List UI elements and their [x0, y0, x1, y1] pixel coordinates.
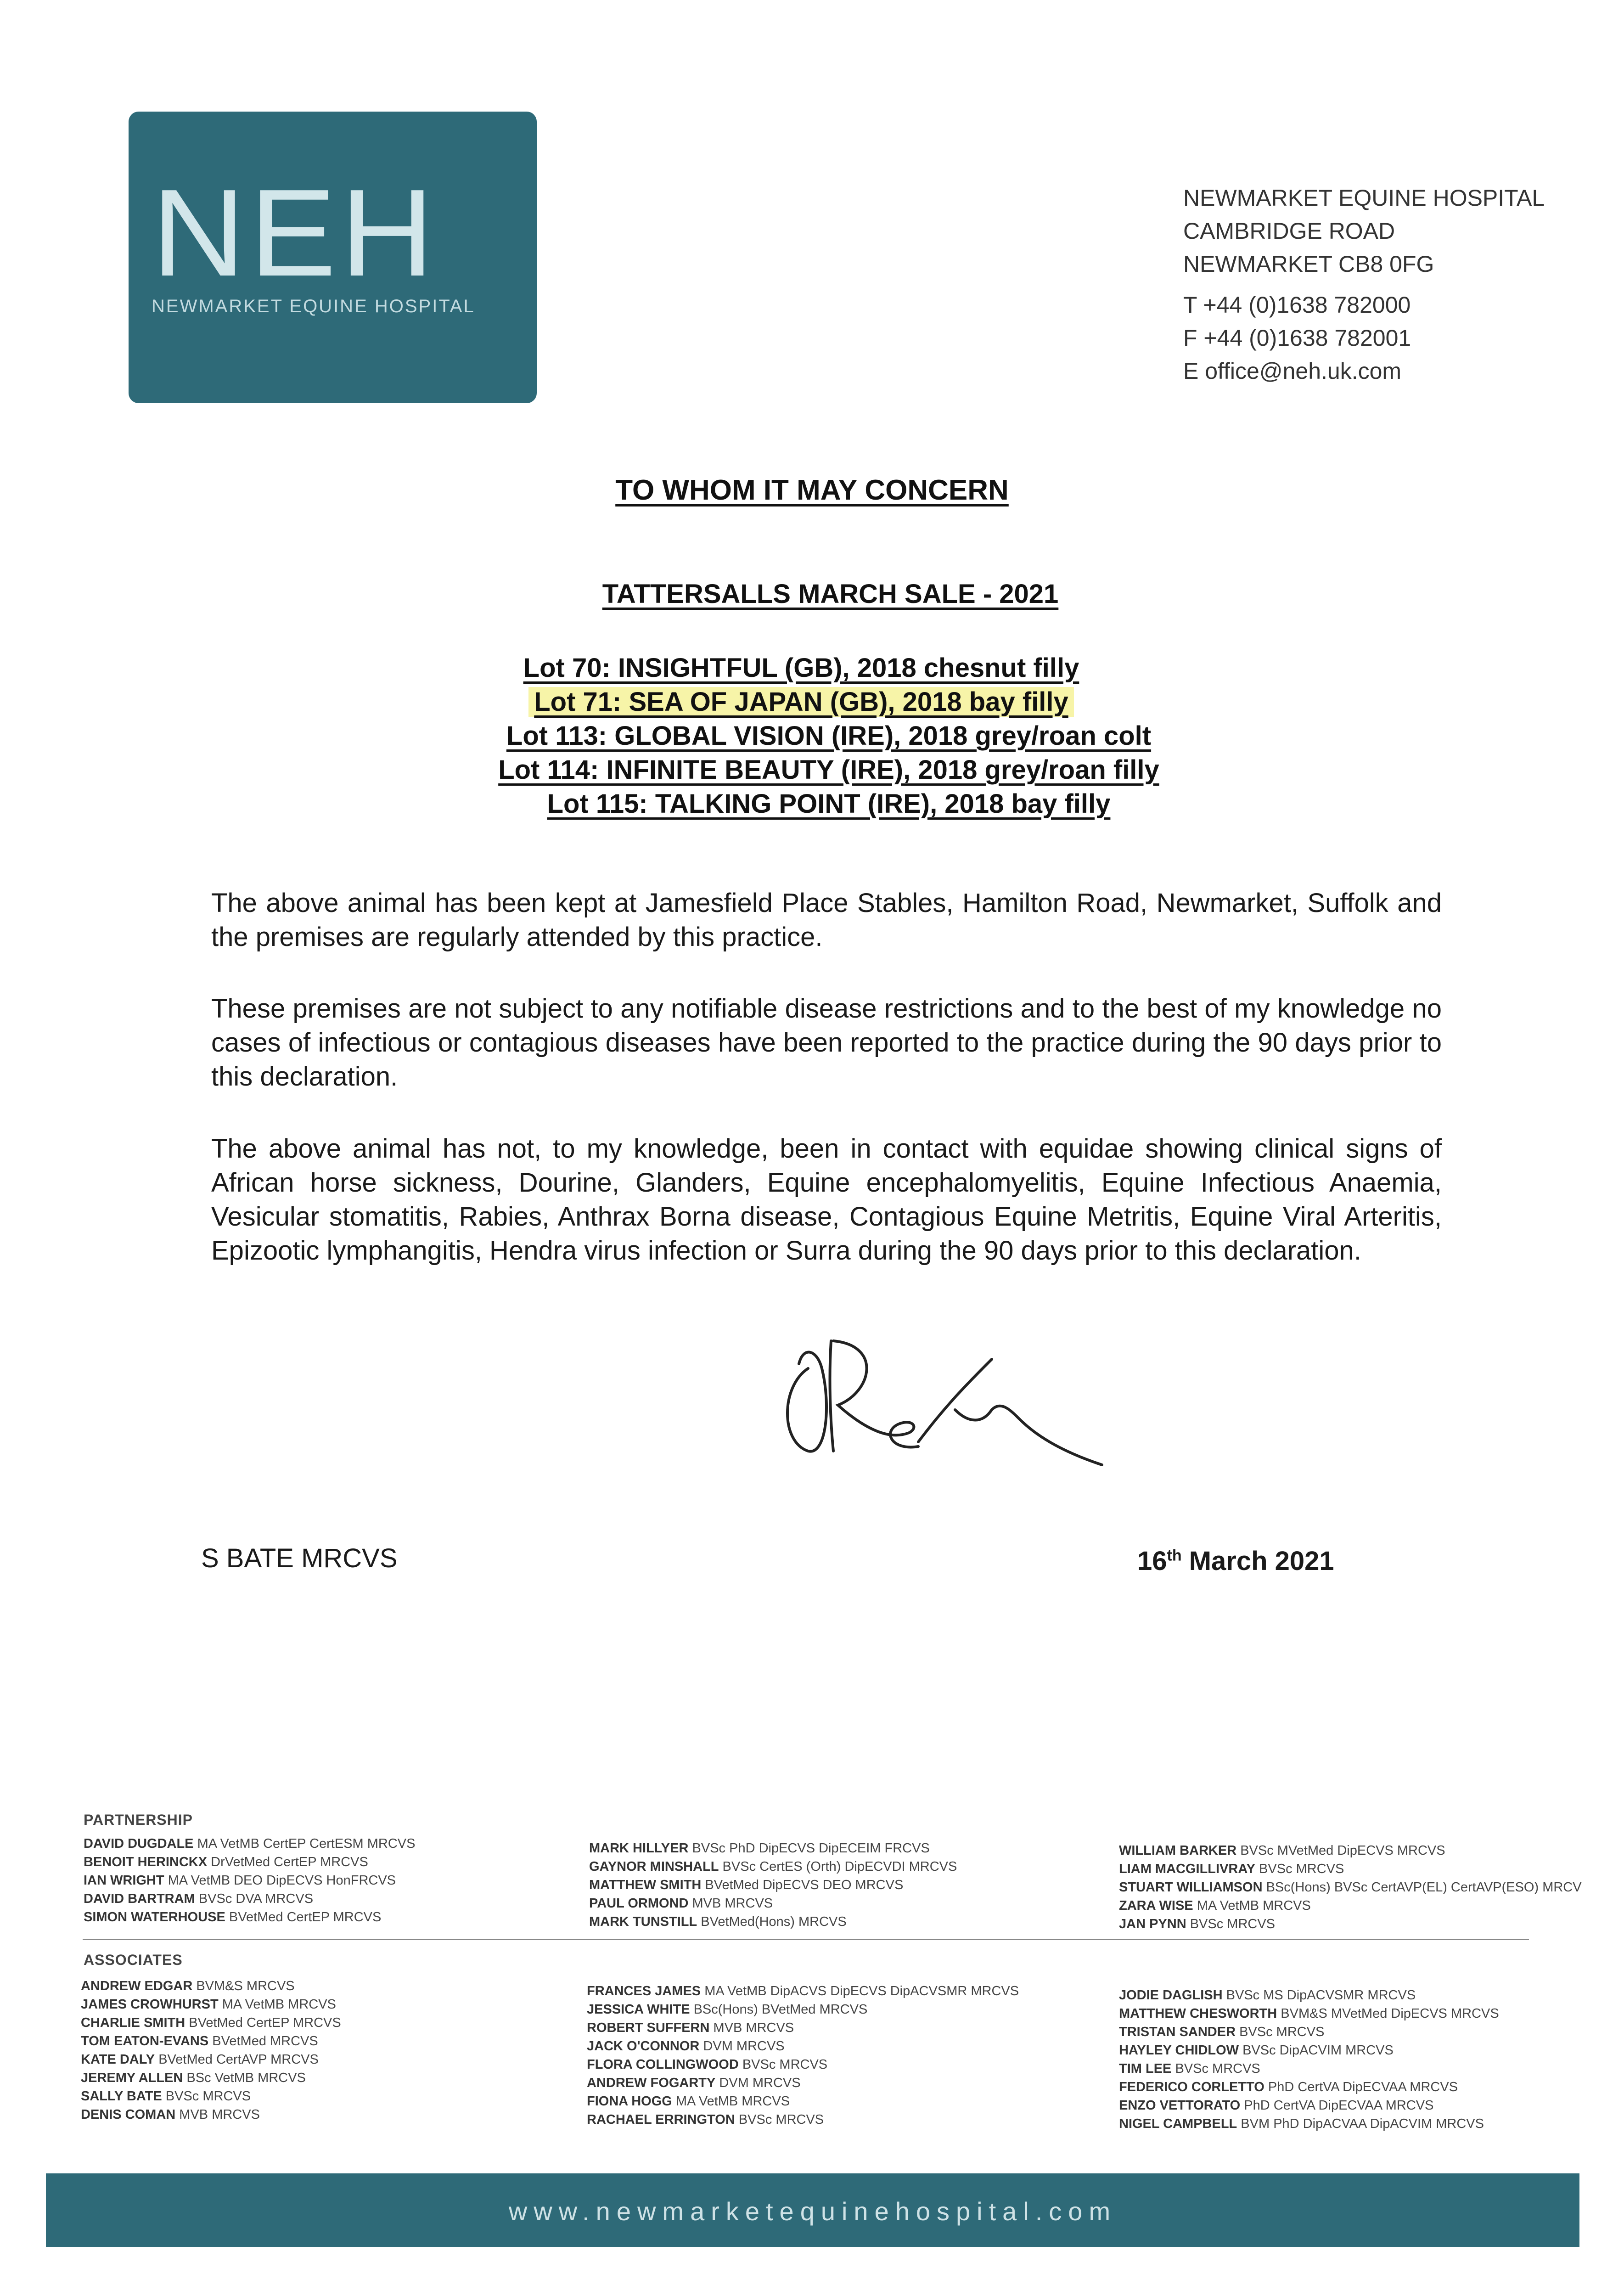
staff-qualifications: MVB MRCVS: [688, 1896, 773, 1911]
staff-qualifications: MVB MRCVS: [709, 2020, 794, 2035]
staff-qualifications: BVetMed CertAVP MRCVS: [155, 2052, 319, 2067]
staff-name: JODIE DAGLISH: [1119, 1988, 1223, 2003]
staff-entry: [81, 2014, 341, 2032]
staff-qualifications: BVetMed CertEP MRCVS: [225, 1910, 382, 1925]
staff-qualifications: MA VetMB DEO DipECVS HonFRCVS: [164, 1873, 396, 1888]
staff-name: FEDERICO CORLETTO: [1119, 2080, 1264, 2094]
partnership-col-2: [589, 1839, 957, 1931]
staff-qualifications: BSc(Hons) BVSc CertAVP(EL) CertAVP(ESO) MRCV: [1262, 1880, 1582, 1895]
staff-entry: [81, 2087, 341, 2105]
lot-line: Lot 115: TALKING POINT (IRE), 2018 bay filly: [547, 789, 1111, 819]
staff-entry: [587, 2092, 1019, 2110]
staff-name: JAMES CROWHURST: [81, 1997, 219, 2012]
declaration-date: 16th March 2021: [1137, 1546, 1334, 1576]
staff-entry: [81, 1995, 341, 2014]
staff-qualifications: BVSc MRCVS: [162, 2089, 251, 2104]
staff-entry: [81, 2050, 341, 2069]
staff-qualifications: BVSc MVetMed DipECVS MRCVS: [1236, 1843, 1445, 1858]
staff-name: DAVID DUGDALE: [84, 1836, 194, 1851]
staff-qualifications: DVM MRCVS: [715, 2076, 801, 2090]
associates-col-1: [81, 1977, 341, 2124]
staff-qualifications: BVSc DipACVIM MRCVS: [1239, 2043, 1394, 2058]
staff-name: HAYLEY CHIDLOW: [1119, 2043, 1239, 2058]
fax: F +44 (0)1638 782001: [1183, 325, 1411, 351]
lot-line: Lot 70: INSIGHTFUL (GB), 2018 chesnut filly: [523, 653, 1079, 683]
staff-name: IAN WRIGHT: [84, 1873, 164, 1888]
staff-qualifications: BVSc DVA MRCVS: [195, 1891, 314, 1906]
staff-name: ANDREW EDGAR: [81, 1979, 193, 1993]
website-link[interactable]: www.newmarketequinehospital.com: [508, 2197, 1117, 2226]
staff-name: FLORA COLLINGWOOD: [587, 2057, 739, 2072]
staff-qualifications: BVetMed DipECVS DEO MRCVS: [701, 1878, 904, 1892]
staff-entry: [84, 1890, 415, 1908]
address-line: NEWMARKET EQUINE HOSPITAL: [1183, 185, 1545, 211]
staff-qualifications: BVSc MRCVS: [735, 2112, 824, 2127]
associates-label: ASSOCIATES: [84, 1952, 183, 1968]
staff-qualifications: PhD CertVA DipECVAA MRCVS: [1264, 2080, 1458, 2094]
staff-entry: [1119, 2004, 1499, 2023]
staff-entry: [1119, 2096, 1499, 2115]
partnership-col-1: [84, 1835, 415, 1926]
staff-entry: [587, 2000, 1019, 2019]
staff-qualifications: BSc(Hons) BVetMed MRCVS: [690, 2002, 868, 2017]
staff-entry: [1119, 2041, 1499, 2060]
staff-entry: [1119, 2023, 1499, 2041]
staff-entry: [84, 1853, 415, 1871]
staff-qualifications: BVM&S MRCVS: [192, 1979, 295, 1993]
staff-entry: [589, 1876, 957, 1894]
staff-name: JEREMY ALLEN: [81, 2071, 183, 2085]
staff-entry: [81, 2105, 341, 2124]
staff-entry: [589, 1894, 957, 1913]
staff-name: FIONA HOGG: [587, 2094, 672, 2109]
staff-name: WILLIAM BARKER: [1119, 1843, 1237, 1858]
staff-qualifications: BVM PhD DipACVAA DipACVIM MRCVS: [1237, 2116, 1484, 2131]
document-title: TO WHOM IT MAY CONCERN: [615, 474, 1009, 506]
staff-qualifications: BVSc MRCVS: [1255, 1862, 1344, 1876]
staff-name: ZARA WISE: [1119, 1898, 1193, 1913]
staff-qualifications: BVSc MRCVS: [738, 2057, 828, 2072]
staff-entry: [589, 1839, 957, 1857]
lot-line-highlighted: [0, 685, 1621, 719]
divider: [83, 1939, 1529, 1940]
contact-block: [1183, 288, 1411, 388]
staff-qualifications: BVSc MRCVS: [1171, 2061, 1260, 2076]
staff-qualifications: BVetMed CertEP MRCVS: [185, 2015, 341, 2030]
staff-name: DENIS COMAN: [81, 2107, 176, 2122]
staff-qualifications: MVB MRCVS: [175, 2107, 260, 2122]
staff-entry: [587, 2055, 1019, 2074]
paragraph-restrictions: These premises are not subject to any notifiable disease restrictions and to the best of my knowledge no cases of infectious or contagious diseases have been reported to the practice during the 90 days prior to this declaration.: [211, 994, 1442, 1092]
staff-qualifications: BVetMed(Hons) MRCVS: [697, 1914, 847, 1929]
staff-entry: [1119, 1986, 1499, 2004]
staff-qualifications: MA VetMB DipACVS DipECVS DipACVSMR MRCVS: [701, 1984, 1019, 1998]
staff-name: BENOIT HERINCKX: [84, 1855, 208, 1869]
logo-mark: NEH: [152, 164, 438, 302]
logo-subtitle: NEWMARKET EQUINE HOSPITAL: [152, 296, 475, 316]
signatory-name: S BATE MRCVS: [201, 1543, 398, 1573]
staff-name: DAVID BARTRAM: [84, 1891, 195, 1906]
staff-name: FRANCES JAMES: [587, 1984, 701, 1998]
footer-bar: [46, 2173, 1579, 2247]
staff-name: LIAM MACGILLIVRAY: [1119, 1862, 1255, 1876]
staff-name: TOM EATON-EVANS: [81, 2034, 209, 2048]
highlight: Lot 71: SEA OF JAPAN (GB), 2018 bay filly: [528, 687, 1073, 717]
staff-entry: [587, 2037, 1019, 2055]
paragraph-premises: The above animal has been kept at Jamesfield Place Stables, Hamilton Road, Newmarket, Suffolk and the premises are regularly attended by this practice.: [211, 888, 1442, 952]
staff-entry: [1119, 1896, 1582, 1915]
staff-name: TIM LEE: [1119, 2061, 1172, 2076]
staff-entry: [587, 2019, 1019, 2037]
staff-name: MATTHEW SMITH: [589, 1878, 702, 1892]
paragraph-contact: The above animal has not, to my knowledge, been in contact with equidae showing clinical signs of African horse sickness, Dourine, Glanders, Equine encephalomyelitis, Equine Infectious Anaemia, Vesicular stomatitis, Rabies, Anthrax Borna disease, Contagious Equine Metritis, Equine Viral Arteritis, Epizootic lymphangitis, Hendra virus infection or Surra during the 90 days prior to this declaration.: [211, 1134, 1442, 1266]
staff-name: NIGEL CAMPBELL: [1119, 2116, 1237, 2131]
staff-entry: [81, 2032, 341, 2050]
staff-name: MATTHEW CHESWORTH: [1119, 2006, 1277, 2021]
staff-name: RACHAEL ERRINGTON: [587, 2112, 735, 2127]
neh-logo: [129, 112, 537, 403]
staff-entry: [587, 2074, 1019, 2092]
staff-name: SALLY BATE: [81, 2089, 162, 2104]
staff-name: CHARLIE SMITH: [81, 2015, 185, 2030]
staff-name: JAN PYNN: [1119, 1917, 1186, 1931]
partnership-label: PARTNERSHIP: [84, 1812, 193, 1828]
staff-entry: [84, 1835, 415, 1853]
staff-qualifications: BVSc MRCVS: [1186, 1917, 1276, 1931]
staff-entry: [84, 1871, 415, 1890]
staff-qualifications: MA VetMB MRCVS: [218, 1997, 336, 2012]
lot-line: Lot 114: INFINITE BEAUTY (IRE), 2018 grey/roan filly: [498, 755, 1159, 785]
staff-qualifications: MA VetMB CertEP CertESM MRCVS: [193, 1836, 416, 1851]
staff-qualifications: DVM MRCVS: [699, 2039, 785, 2054]
address-line: CAMBRIDGE ROAD: [1183, 218, 1395, 244]
staff-name: STUART WILLIAMSON: [1119, 1880, 1263, 1895]
staff-qualifications: BVSc CertES (Orth) DipECVDI MRCVS: [719, 1859, 957, 1874]
staff-name: ANDREW FOGARTY: [587, 2076, 716, 2090]
staff-entry: [587, 2110, 1019, 2129]
staff-entry: [1119, 2060, 1499, 2078]
address-line: NEWMARKET CB8 0FG: [1183, 251, 1434, 277]
staff-name: JESSICA WHITE: [587, 2002, 690, 2017]
email: E office@neh.uk.com: [1183, 358, 1402, 384]
staff-qualifications: BVM&S MVetMed DipECVS MRCVS: [1277, 2006, 1499, 2021]
staff-name: PAUL ORMOND: [589, 1896, 689, 1911]
staff-qualifications: PhD CertVA DipECVAA MRCVS: [1240, 2098, 1434, 2113]
staff-entry: [589, 1857, 957, 1876]
staff-name: SIMON WATERHOUSE: [84, 1910, 225, 1925]
sale-title: TATTERSALLS MARCH SALE - 2021: [602, 579, 1059, 609]
staff-entry: [84, 1908, 415, 1926]
staff-name: ROBERT SUFFERN: [587, 2020, 710, 2035]
lot-line: Lot 113: GLOBAL VISION (IRE), 2018 grey/roan colt: [506, 721, 1152, 751]
staff-entry: [81, 1977, 341, 1995]
staff-entry: [1119, 1915, 1582, 1933]
staff-name: MARK HILLYER: [589, 1841, 689, 1856]
associates-col-3: [1119, 1986, 1499, 2133]
staff-entry: [589, 1913, 957, 1931]
staff-entry: [1119, 2078, 1499, 2096]
partnership-col-3: [1119, 1841, 1582, 1933]
staff-qualifications: DrVetMed CertEP MRCVS: [207, 1855, 368, 1869]
staff-qualifications: MA VetMB MRCVS: [672, 2094, 790, 2109]
phone: T +44 (0)1638 782000: [1183, 292, 1411, 318]
staff-name: TRISTAN SANDER: [1119, 2025, 1236, 2039]
staff-qualifications: BVSc MRCVS: [1236, 2025, 1325, 2039]
staff-entry: [81, 2069, 341, 2087]
signature: [753, 1313, 1111, 1515]
staff-entry: [1119, 2115, 1499, 2133]
staff-qualifications: MA VetMB MRCVS: [1193, 1898, 1311, 1913]
address-block: [1183, 181, 1545, 281]
staff-entry: [1119, 1878, 1582, 1896]
staff-name: KATE DALY: [81, 2052, 155, 2067]
staff-qualifications: BVSc MS DipACVSMR MRCVS: [1222, 1988, 1416, 2003]
associates-col-2: [587, 1982, 1019, 2129]
staff-qualifications: BSc VetMB MRCVS: [183, 2071, 306, 2085]
staff-entry: [1119, 1860, 1582, 1878]
staff-entry: [587, 1982, 1019, 2000]
staff-name: JACK O'CONNOR: [587, 2039, 700, 2054]
staff-qualifications: BVSc PhD DipECVS DipECEIM FRCVS: [688, 1841, 930, 1856]
staff-name: ENZO VETTORATO: [1119, 2098, 1241, 2113]
staff-name: GAYNOR MINSHALL: [589, 1859, 719, 1874]
staff-qualifications: BVetMed MRCVS: [208, 2034, 318, 2048]
staff-name: MARK TUNSTILL: [589, 1914, 697, 1929]
staff-entry: [1119, 1841, 1582, 1860]
